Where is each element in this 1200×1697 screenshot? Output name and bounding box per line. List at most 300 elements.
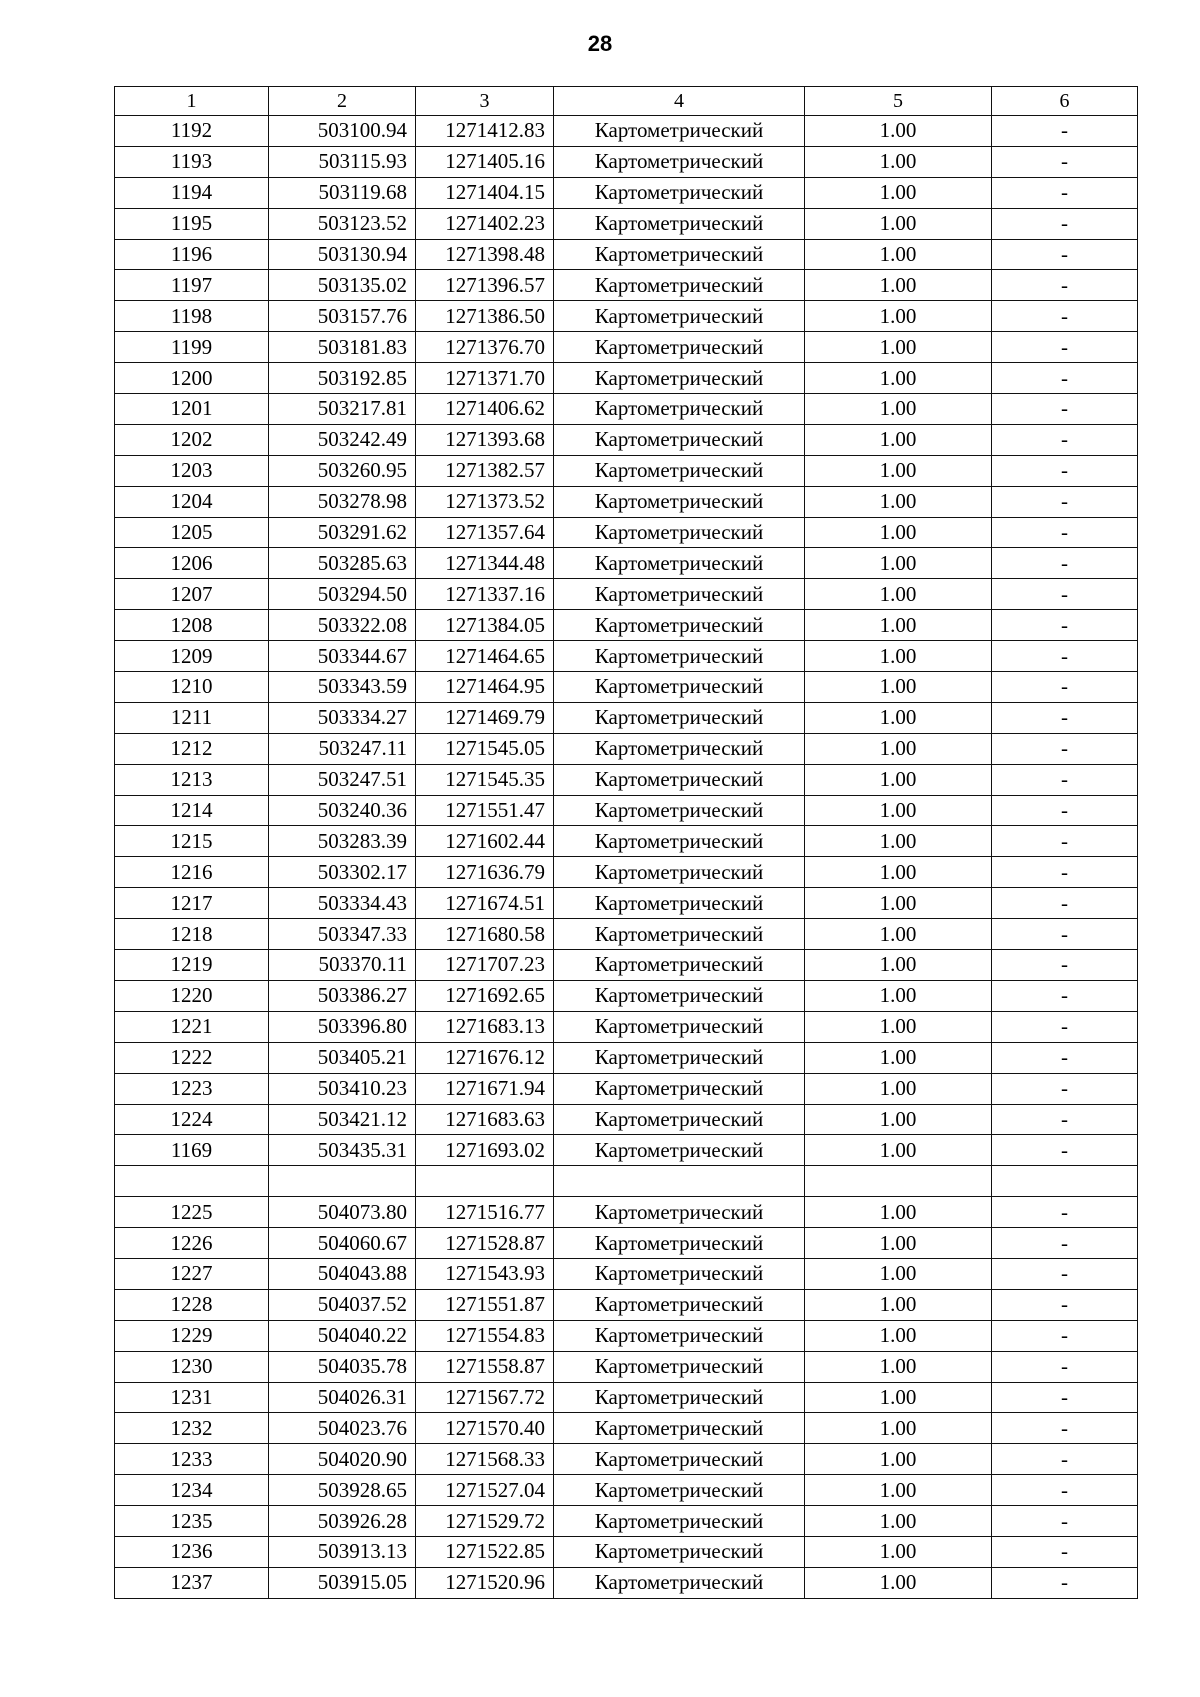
description-cell: -	[992, 332, 1138, 363]
point-number-cell: 1216	[115, 857, 269, 888]
method-cell: Картометрический	[554, 888, 805, 919]
table-body	[115, 116, 1138, 1599]
accuracy-cell: 1.00	[805, 702, 992, 733]
x-coordinate-cell: 503123.52	[269, 208, 416, 239]
point-number-cell: 1213	[115, 764, 269, 795]
method-cell: Картометрический	[554, 1197, 805, 1228]
description-cell: -	[992, 394, 1138, 425]
description-cell: -	[992, 795, 1138, 826]
accuracy-cell: 1.00	[805, 579, 992, 610]
x-coordinate-cell: 503405.21	[269, 1042, 416, 1073]
description-cell: -	[992, 1073, 1138, 1104]
y-coordinate-cell: 1271406.62	[416, 394, 554, 425]
accuracy-cell: 1.00	[805, 857, 992, 888]
table-row	[115, 1444, 1138, 1475]
y-coordinate-cell: 1271543.93	[416, 1258, 554, 1289]
method-cell: Картометрический	[554, 641, 805, 672]
x-coordinate-cell: 503247.11	[269, 733, 416, 764]
x-coordinate-cell: 503344.67	[269, 641, 416, 672]
x-coordinate-cell: 503285.63	[269, 548, 416, 579]
method-cell: Картометрический	[554, 702, 805, 733]
accuracy-cell: 1.00	[805, 517, 992, 548]
point-number-cell: 1205	[115, 517, 269, 548]
y-coordinate-cell: 1271412.83	[416, 116, 554, 147]
method-cell: Картометрический	[554, 980, 805, 1011]
method-cell: Картометрический	[554, 1042, 805, 1073]
accuracy-cell: 1.00	[805, 1536, 992, 1567]
table-row	[115, 1536, 1138, 1567]
method-cell: Картометрический	[554, 363, 805, 394]
description-cell: -	[992, 1351, 1138, 1382]
description-cell: -	[992, 980, 1138, 1011]
accuracy-cell: 1.00	[805, 301, 992, 332]
description-cell: -	[992, 424, 1138, 455]
description-cell: -	[992, 177, 1138, 208]
description-cell: -	[992, 1475, 1138, 1506]
y-coordinate-cell: 1271683.63	[416, 1104, 554, 1135]
method-cell: Картометрический	[554, 1258, 805, 1289]
description-cell: -	[992, 1104, 1138, 1135]
point-number-cell: 1233	[115, 1444, 269, 1475]
point-number-cell: 1215	[115, 826, 269, 857]
point-number-cell: 1195	[115, 208, 269, 239]
table-row	[115, 1258, 1138, 1289]
point-number-cell: 1225	[115, 1197, 269, 1228]
table-row	[115, 672, 1138, 703]
coordinates-table	[114, 86, 1138, 1599]
method-cell: Картометрический	[554, 548, 805, 579]
accuracy-cell: 1.00	[805, 1011, 992, 1042]
table-row	[115, 270, 1138, 301]
table-row	[115, 1475, 1138, 1506]
method-cell: Картометрический	[554, 1320, 805, 1351]
header-row	[115, 87, 1138, 116]
point-number-cell: 1227	[115, 1258, 269, 1289]
description-cell: -	[992, 919, 1138, 950]
x-coordinate-cell: 503278.98	[269, 486, 416, 517]
y-coordinate-cell: 1271382.57	[416, 455, 554, 486]
description-cell: -	[992, 702, 1138, 733]
y-coordinate-cell: 1271402.23	[416, 208, 554, 239]
x-coordinate-cell: 503928.65	[269, 1475, 416, 1506]
method-cell: Картометрический	[554, 1567, 805, 1598]
x-coordinate-cell: 504035.78	[269, 1351, 416, 1382]
point-number-cell: 1237	[115, 1567, 269, 1598]
y-coordinate-cell: 1271676.12	[416, 1042, 554, 1073]
x-coordinate-cell: 503334.27	[269, 702, 416, 733]
point-number-cell: 1194	[115, 177, 269, 208]
accuracy-cell: 1.00	[805, 733, 992, 764]
table-row	[115, 980, 1138, 1011]
description-cell: -	[992, 1444, 1138, 1475]
x-coordinate-cell: 503294.50	[269, 579, 416, 610]
point-number-cell: 1217	[115, 888, 269, 919]
point-number-cell: 1231	[115, 1382, 269, 1413]
point-number-cell: 1200	[115, 363, 269, 394]
point-number-cell: 1229	[115, 1320, 269, 1351]
accuracy-cell: 1.00	[805, 239, 992, 270]
x-coordinate-cell: 503217.81	[269, 394, 416, 425]
description-cell: -	[992, 733, 1138, 764]
table-row	[115, 610, 1138, 641]
description-cell: -	[992, 1228, 1138, 1259]
table-row	[115, 239, 1138, 270]
y-coordinate-cell: 1271464.95	[416, 672, 554, 703]
method-cell: Картометрический	[554, 919, 805, 950]
point-number-cell: 1193	[115, 146, 269, 177]
accuracy-cell: 1.00	[805, 1258, 992, 1289]
description-cell: -	[992, 1536, 1138, 1567]
table-row	[115, 888, 1138, 919]
point-number-cell: 1212	[115, 733, 269, 764]
accuracy-cell: 1.00	[805, 363, 992, 394]
x-coordinate-cell: 503192.85	[269, 363, 416, 394]
x-coordinate-cell: 503913.13	[269, 1536, 416, 1567]
page-number: 28	[587, 31, 613, 56]
method-cell: Картометрический	[554, 116, 805, 147]
empty-cell	[115, 1166, 269, 1197]
point-number-cell: 1198	[115, 301, 269, 332]
point-number-cell: 1234	[115, 1475, 269, 1506]
point-number-cell: 1211	[115, 702, 269, 733]
accuracy-cell: 1.00	[805, 1506, 992, 1537]
group-separator-row	[115, 1166, 1138, 1197]
table-row	[115, 1413, 1138, 1444]
y-coordinate-cell: 1271405.16	[416, 146, 554, 177]
table-row	[115, 579, 1138, 610]
x-coordinate-cell: 504026.31	[269, 1382, 416, 1413]
method-cell: Картометрический	[554, 1536, 805, 1567]
empty-cell	[554, 1166, 805, 1197]
y-coordinate-cell: 1271522.85	[416, 1536, 554, 1567]
method-cell: Картометрический	[554, 1073, 805, 1104]
column-header-4: 4	[554, 87, 805, 116]
accuracy-cell: 1.00	[805, 146, 992, 177]
accuracy-cell: 1.00	[805, 486, 992, 517]
table-row	[115, 177, 1138, 208]
description-cell: -	[992, 764, 1138, 795]
description-cell: -	[992, 1197, 1138, 1228]
description-cell: -	[992, 1289, 1138, 1320]
x-coordinate-cell: 504040.22	[269, 1320, 416, 1351]
description-cell: -	[992, 888, 1138, 919]
description-cell: -	[992, 857, 1138, 888]
method-cell: Картометрический	[554, 517, 805, 548]
y-coordinate-cell: 1271337.16	[416, 579, 554, 610]
y-coordinate-cell: 1271386.50	[416, 301, 554, 332]
x-coordinate-cell: 503435.31	[269, 1135, 416, 1166]
x-coordinate-cell: 503334.43	[269, 888, 416, 919]
description-cell: -	[992, 363, 1138, 394]
accuracy-cell: 1.00	[805, 270, 992, 301]
description-cell: -	[992, 1258, 1138, 1289]
table-row	[115, 548, 1138, 579]
accuracy-cell: 1.00	[805, 1042, 992, 1073]
x-coordinate-cell: 503410.23	[269, 1073, 416, 1104]
column-header-2: 2	[269, 87, 416, 116]
x-coordinate-cell: 504073.80	[269, 1197, 416, 1228]
accuracy-cell: 1.00	[805, 950, 992, 981]
table-row	[115, 1506, 1138, 1537]
point-number-cell: 1224	[115, 1104, 269, 1135]
method-cell: Картометрический	[554, 486, 805, 517]
method-cell: Картометрический	[554, 826, 805, 857]
table-row	[115, 702, 1138, 733]
description-cell: -	[992, 517, 1138, 548]
accuracy-cell: 1.00	[805, 1351, 992, 1382]
accuracy-cell: 1.00	[805, 208, 992, 239]
method-cell: Картометрический	[554, 1011, 805, 1042]
x-coordinate-cell: 504023.76	[269, 1413, 416, 1444]
accuracy-cell: 1.00	[805, 548, 992, 579]
accuracy-cell: 1.00	[805, 919, 992, 950]
description-cell: -	[992, 672, 1138, 703]
x-coordinate-cell: 503260.95	[269, 455, 416, 486]
point-number-cell: 1206	[115, 548, 269, 579]
accuracy-cell: 1.00	[805, 1228, 992, 1259]
y-coordinate-cell: 1271674.51	[416, 888, 554, 919]
y-coordinate-cell: 1271680.58	[416, 919, 554, 950]
accuracy-cell: 1.00	[805, 1413, 992, 1444]
table-row	[115, 517, 1138, 548]
x-coordinate-cell: 503157.76	[269, 301, 416, 332]
method-cell: Картометрический	[554, 795, 805, 826]
y-coordinate-cell: 1271393.68	[416, 424, 554, 455]
y-coordinate-cell: 1271464.65	[416, 641, 554, 672]
empty-cell	[992, 1166, 1138, 1197]
table-row	[115, 116, 1138, 147]
point-number-cell: 1196	[115, 239, 269, 270]
point-number-cell: 1201	[115, 394, 269, 425]
x-coordinate-cell: 503240.36	[269, 795, 416, 826]
description-cell: -	[992, 486, 1138, 517]
x-coordinate-cell: 503242.49	[269, 424, 416, 455]
description-cell: -	[992, 1135, 1138, 1166]
accuracy-cell: 1.00	[805, 1073, 992, 1104]
accuracy-cell: 1.00	[805, 795, 992, 826]
x-coordinate-cell: 503926.28	[269, 1506, 416, 1537]
table-row	[115, 826, 1138, 857]
point-number-cell: 1214	[115, 795, 269, 826]
y-coordinate-cell: 1271357.64	[416, 517, 554, 548]
accuracy-cell: 1.00	[805, 424, 992, 455]
method-cell: Картометрический	[554, 177, 805, 208]
x-coordinate-cell: 503130.94	[269, 239, 416, 270]
table-row	[115, 733, 1138, 764]
method-cell: Картометрический	[554, 394, 805, 425]
point-number-cell: 1236	[115, 1536, 269, 1567]
table-row	[115, 1567, 1138, 1598]
y-coordinate-cell: 1271570.40	[416, 1413, 554, 1444]
table-row	[115, 394, 1138, 425]
method-cell: Картометрический	[554, 610, 805, 641]
point-number-cell: 1223	[115, 1073, 269, 1104]
accuracy-cell: 1.00	[805, 980, 992, 1011]
column-header-6: 6	[992, 87, 1138, 116]
y-coordinate-cell: 1271528.87	[416, 1228, 554, 1259]
description-cell: -	[992, 239, 1138, 270]
point-number-cell: 1235	[115, 1506, 269, 1537]
description-cell: -	[992, 270, 1138, 301]
point-number-cell: 1218	[115, 919, 269, 950]
table-row	[115, 486, 1138, 517]
accuracy-cell: 1.00	[805, 1444, 992, 1475]
table-row	[115, 950, 1138, 981]
accuracy-cell: 1.00	[805, 116, 992, 147]
description-cell: -	[992, 1320, 1138, 1351]
table-row	[115, 1104, 1138, 1135]
x-coordinate-cell: 503115.93	[269, 146, 416, 177]
table-row	[115, 1135, 1138, 1166]
y-coordinate-cell: 1271376.70	[416, 332, 554, 363]
y-coordinate-cell: 1271545.05	[416, 733, 554, 764]
table-row	[115, 641, 1138, 672]
y-coordinate-cell: 1271707.23	[416, 950, 554, 981]
x-coordinate-cell: 503100.94	[269, 116, 416, 147]
y-coordinate-cell: 1271384.05	[416, 610, 554, 641]
accuracy-cell: 1.00	[805, 1197, 992, 1228]
x-coordinate-cell: 503421.12	[269, 1104, 416, 1135]
method-cell: Картометрический	[554, 764, 805, 795]
table-row	[115, 1320, 1138, 1351]
table-row	[115, 146, 1138, 177]
x-coordinate-cell: 503322.08	[269, 610, 416, 641]
y-coordinate-cell: 1271373.52	[416, 486, 554, 517]
method-cell: Картометрический	[554, 424, 805, 455]
method-cell: Картометрический	[554, 1351, 805, 1382]
table-row	[115, 1228, 1138, 1259]
method-cell: Картометрический	[554, 733, 805, 764]
table-row	[115, 1073, 1138, 1104]
point-number-cell: 1203	[115, 455, 269, 486]
x-coordinate-cell: 503370.11	[269, 950, 416, 981]
y-coordinate-cell: 1271558.87	[416, 1351, 554, 1382]
table-row	[115, 919, 1138, 950]
point-number-cell: 1228	[115, 1289, 269, 1320]
y-coordinate-cell: 1271404.15	[416, 177, 554, 208]
accuracy-cell: 1.00	[805, 641, 992, 672]
point-number-cell: 1222	[115, 1042, 269, 1073]
y-coordinate-cell: 1271693.02	[416, 1135, 554, 1166]
accuracy-cell: 1.00	[805, 1382, 992, 1413]
point-number-cell: 1192	[115, 116, 269, 147]
point-number-cell: 1232	[115, 1413, 269, 1444]
description-cell: -	[992, 116, 1138, 147]
method-cell: Картометрический	[554, 332, 805, 363]
y-coordinate-cell: 1271602.44	[416, 826, 554, 857]
y-coordinate-cell: 1271683.13	[416, 1011, 554, 1042]
method-cell: Картометрический	[554, 1475, 805, 1506]
table-row	[115, 795, 1138, 826]
y-coordinate-cell: 1271398.48	[416, 239, 554, 270]
y-coordinate-cell: 1271692.65	[416, 980, 554, 1011]
table-row	[115, 332, 1138, 363]
table-row	[115, 208, 1138, 239]
point-number-cell: 1207	[115, 579, 269, 610]
y-coordinate-cell: 1271527.04	[416, 1475, 554, 1506]
accuracy-cell: 1.00	[805, 1567, 992, 1598]
accuracy-cell: 1.00	[805, 455, 992, 486]
description-cell: -	[992, 950, 1138, 981]
accuracy-cell: 1.00	[805, 1289, 992, 1320]
x-coordinate-cell: 504037.52	[269, 1289, 416, 1320]
method-cell: Картометрический	[554, 1104, 805, 1135]
point-number-cell: 1204	[115, 486, 269, 517]
description-cell: -	[992, 1567, 1138, 1598]
x-coordinate-cell: 503119.68	[269, 177, 416, 208]
description-cell: -	[992, 1042, 1138, 1073]
accuracy-cell: 1.00	[805, 177, 992, 208]
point-number-cell: 1220	[115, 980, 269, 1011]
y-coordinate-cell: 1271636.79	[416, 857, 554, 888]
accuracy-cell: 1.00	[805, 888, 992, 919]
description-cell: -	[992, 1413, 1138, 1444]
table-row	[115, 301, 1138, 332]
column-header-5: 5	[805, 87, 992, 116]
accuracy-cell: 1.00	[805, 1104, 992, 1135]
point-number-cell: 1199	[115, 332, 269, 363]
x-coordinate-cell: 504060.67	[269, 1228, 416, 1259]
description-cell: -	[992, 146, 1138, 177]
method-cell: Картометрический	[554, 1289, 805, 1320]
column-header-1: 1	[115, 87, 269, 116]
table-header	[115, 87, 1138, 116]
method-cell: Картометрический	[554, 672, 805, 703]
accuracy-cell: 1.00	[805, 1475, 992, 1506]
point-number-cell: 1209	[115, 641, 269, 672]
table-row	[115, 764, 1138, 795]
table-row	[115, 1011, 1138, 1042]
x-coordinate-cell: 503302.17	[269, 857, 416, 888]
x-coordinate-cell: 503291.62	[269, 517, 416, 548]
method-cell: Картометрический	[554, 1444, 805, 1475]
point-number-cell: 1226	[115, 1228, 269, 1259]
description-cell: -	[992, 579, 1138, 610]
method-cell: Картометрический	[554, 146, 805, 177]
y-coordinate-cell: 1271396.57	[416, 270, 554, 301]
y-coordinate-cell: 1271568.33	[416, 1444, 554, 1475]
method-cell: Картометрический	[554, 1506, 805, 1537]
accuracy-cell: 1.00	[805, 394, 992, 425]
method-cell: Картометрический	[554, 239, 805, 270]
description-cell: -	[992, 1382, 1138, 1413]
x-coordinate-cell: 503343.59	[269, 672, 416, 703]
x-coordinate-cell: 503386.27	[269, 980, 416, 1011]
description-cell: -	[992, 641, 1138, 672]
method-cell: Картометрический	[554, 579, 805, 610]
method-cell: Картометрический	[554, 270, 805, 301]
table-row	[115, 363, 1138, 394]
accuracy-cell: 1.00	[805, 764, 992, 795]
description-cell: -	[992, 826, 1138, 857]
y-coordinate-cell: 1271567.72	[416, 1382, 554, 1413]
method-cell: Картометрический	[554, 857, 805, 888]
description-cell: -	[992, 455, 1138, 486]
x-coordinate-cell: 504043.88	[269, 1258, 416, 1289]
method-cell: Картометрический	[554, 1228, 805, 1259]
point-number-cell: 1169	[115, 1135, 269, 1166]
description-cell: -	[992, 208, 1138, 239]
method-cell: Картометрический	[554, 1135, 805, 1166]
x-coordinate-cell: 503915.05	[269, 1567, 416, 1598]
x-coordinate-cell: 503396.80	[269, 1011, 416, 1042]
accuracy-cell: 1.00	[805, 610, 992, 641]
method-cell: Картометрический	[554, 208, 805, 239]
point-number-cell: 1219	[115, 950, 269, 981]
accuracy-cell: 1.00	[805, 672, 992, 703]
table-row	[115, 1197, 1138, 1228]
description-cell: -	[992, 1506, 1138, 1537]
